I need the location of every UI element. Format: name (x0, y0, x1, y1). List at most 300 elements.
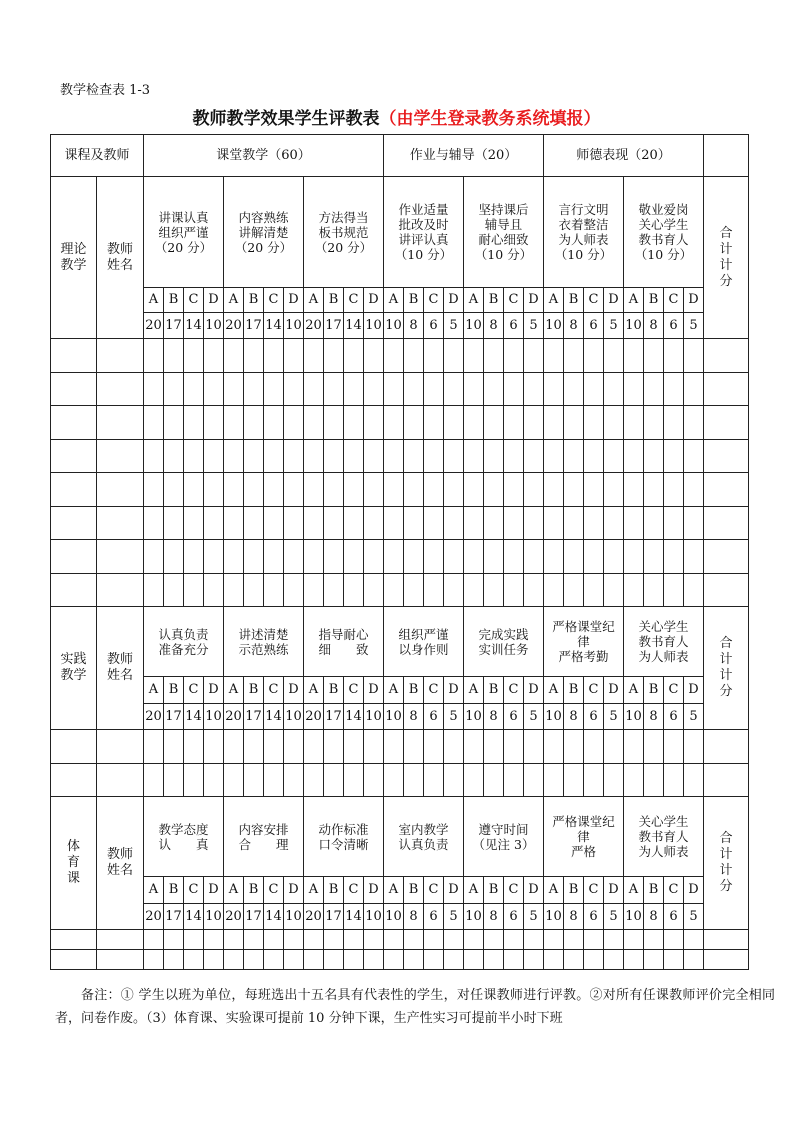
entry-cell[interactable] (164, 372, 184, 406)
entry-cell[interactable] (704, 339, 749, 373)
entry-cell[interactable] (344, 573, 364, 607)
entry-cell[interactable] (524, 372, 544, 406)
entry-cell[interactable] (564, 406, 584, 440)
entry-cell[interactable] (664, 406, 684, 440)
entry-cell[interactable] (424, 506, 444, 540)
entry-cell[interactable] (324, 950, 344, 970)
entry-cell[interactable] (324, 406, 344, 440)
entry-cell[interactable] (224, 406, 244, 440)
entry-cell[interactable] (664, 763, 684, 797)
entry-cell[interactable] (164, 339, 184, 373)
entry-cell[interactable] (464, 506, 484, 540)
entry-cell[interactable] (264, 573, 284, 607)
entry-cell[interactable] (644, 473, 664, 507)
entry-cell[interactable] (644, 573, 664, 607)
entry-cell[interactable] (324, 372, 344, 406)
entry-cell[interactable] (644, 930, 664, 950)
entry-cell[interactable] (664, 439, 684, 473)
entry-cell[interactable] (424, 573, 444, 607)
entry-cell[interactable] (564, 730, 584, 764)
entry-cell[interactable] (304, 406, 324, 440)
entry-cell[interactable] (564, 473, 584, 507)
entry-cell[interactable] (184, 763, 204, 797)
entry-cell[interactable] (304, 930, 324, 950)
entry-cell[interactable] (484, 439, 504, 473)
entry-cell[interactable] (544, 439, 564, 473)
entry-cell[interactable] (51, 339, 97, 373)
entry-cell[interactable] (484, 573, 504, 607)
entry-cell[interactable] (564, 439, 584, 473)
entry-cell[interactable] (204, 439, 224, 473)
entry-cell[interactable] (604, 372, 624, 406)
entry-cell[interactable] (97, 763, 144, 797)
entry-cell[interactable] (484, 406, 504, 440)
entry-cell[interactable] (51, 950, 97, 970)
entry-cell[interactable] (504, 339, 524, 373)
entry-cell[interactable] (504, 730, 524, 764)
entry-cell[interactable] (284, 406, 304, 440)
entry-cell[interactable] (604, 339, 624, 373)
entry-cell[interactable] (144, 573, 164, 607)
entry-cell[interactable] (684, 540, 704, 574)
entry-cell[interactable] (464, 540, 484, 574)
entry-cell[interactable] (404, 506, 424, 540)
entry-cell[interactable] (704, 730, 749, 764)
entry-cell[interactable] (404, 473, 424, 507)
entry-cell[interactable] (584, 930, 604, 950)
entry-cell[interactable] (664, 930, 684, 950)
entry-cell[interactable] (704, 763, 749, 797)
entry-cell[interactable] (304, 506, 324, 540)
entry-cell[interactable] (164, 950, 184, 970)
entry-cell[interactable] (224, 930, 244, 950)
entry-cell[interactable] (644, 950, 664, 970)
entry-cell[interactable] (344, 540, 364, 574)
entry-cell[interactable] (204, 339, 224, 373)
entry-cell[interactable] (164, 730, 184, 764)
entry-cell[interactable] (304, 540, 324, 574)
entry-cell[interactable] (424, 372, 444, 406)
entry-cell[interactable] (444, 573, 464, 607)
entry-cell[interactable] (304, 439, 324, 473)
entry-cell[interactable] (204, 473, 224, 507)
entry-cell[interactable] (284, 573, 304, 607)
entry-cell[interactable] (644, 372, 664, 406)
entry-cell[interactable] (564, 339, 584, 373)
entry-cell[interactable] (704, 540, 749, 574)
entry-cell[interactable] (524, 573, 544, 607)
entry-cell[interactable] (524, 930, 544, 950)
entry-cell[interactable] (97, 950, 144, 970)
entry-cell[interactable] (504, 473, 524, 507)
entry-cell[interactable] (384, 339, 404, 373)
entry-cell[interactable] (544, 406, 564, 440)
entry-cell[interactable] (484, 506, 504, 540)
entry-cell[interactable] (444, 406, 464, 440)
entry-cell[interactable] (604, 540, 624, 574)
entry-cell[interactable] (484, 950, 504, 970)
entry-cell[interactable] (344, 439, 364, 473)
entry-cell[interactable] (684, 930, 704, 950)
entry-cell[interactable] (624, 930, 644, 950)
entry-cell[interactable] (524, 439, 544, 473)
entry-cell[interactable] (224, 763, 244, 797)
entry-cell[interactable] (584, 540, 604, 574)
entry-cell[interactable] (504, 506, 524, 540)
entry-cell[interactable] (284, 540, 304, 574)
entry-cell[interactable] (604, 930, 624, 950)
entry-cell[interactable] (604, 473, 624, 507)
entry-cell[interactable] (224, 372, 244, 406)
entry-cell[interactable] (464, 763, 484, 797)
entry-cell[interactable] (624, 339, 644, 373)
entry-cell[interactable] (264, 950, 284, 970)
entry-cell[interactable] (584, 506, 604, 540)
entry-cell[interactable] (164, 473, 184, 507)
entry-cell[interactable] (524, 506, 544, 540)
entry-cell[interactable] (704, 950, 749, 970)
entry-cell[interactable] (444, 339, 464, 373)
entry-cell[interactable] (324, 339, 344, 373)
entry-cell[interactable] (544, 339, 564, 373)
entry-cell[interactable] (264, 763, 284, 797)
entry-cell[interactable] (384, 540, 404, 574)
entry-cell[interactable] (244, 372, 264, 406)
entry-cell[interactable] (444, 540, 464, 574)
entry-cell[interactable] (624, 950, 644, 970)
entry-cell[interactable] (144, 730, 164, 764)
entry-cell[interactable] (484, 730, 504, 764)
entry-cell[interactable] (204, 506, 224, 540)
entry-cell[interactable] (564, 930, 584, 950)
entry-cell[interactable] (97, 372, 144, 406)
entry-cell[interactable] (684, 372, 704, 406)
entry-cell[interactable] (544, 573, 564, 607)
entry-cell[interactable] (464, 439, 484, 473)
entry-cell[interactable] (51, 439, 97, 473)
entry-cell[interactable] (204, 573, 224, 607)
entry-cell[interactable] (184, 339, 204, 373)
entry-cell[interactable] (364, 573, 384, 607)
entry-cell[interactable] (504, 950, 524, 970)
entry-cell[interactable] (51, 730, 97, 764)
entry-cell[interactable] (464, 950, 484, 970)
entry-cell[interactable] (504, 573, 524, 607)
entry-cell[interactable] (224, 730, 244, 764)
entry-cell[interactable] (624, 439, 644, 473)
entry-cell[interactable] (244, 406, 264, 440)
entry-cell[interactable] (264, 730, 284, 764)
entry-cell[interactable] (264, 439, 284, 473)
entry-cell[interactable] (484, 930, 504, 950)
entry-cell[interactable] (184, 573, 204, 607)
entry-cell[interactable] (504, 540, 524, 574)
entry-cell[interactable] (544, 730, 564, 764)
entry-cell[interactable] (444, 930, 464, 950)
entry-cell[interactable] (424, 339, 444, 373)
entry-cell[interactable] (584, 730, 604, 764)
entry-cell[interactable] (464, 930, 484, 950)
entry-cell[interactable] (384, 473, 404, 507)
entry-cell[interactable] (324, 473, 344, 507)
entry-cell[interactable] (184, 406, 204, 440)
entry-cell[interactable] (344, 950, 364, 970)
entry-cell[interactable] (97, 506, 144, 540)
entry-cell[interactable] (524, 540, 544, 574)
entry-cell[interactable] (444, 372, 464, 406)
entry-cell[interactable] (604, 730, 624, 764)
entry-cell[interactable] (344, 763, 364, 797)
entry-cell[interactable] (224, 950, 244, 970)
entry-cell[interactable] (544, 763, 564, 797)
entry-cell[interactable] (51, 930, 97, 950)
entry-cell[interactable] (184, 473, 204, 507)
entry-cell[interactable] (624, 730, 644, 764)
entry-cell[interactable] (384, 439, 404, 473)
entry-cell[interactable] (644, 339, 664, 373)
entry-cell[interactable] (184, 540, 204, 574)
entry-cell[interactable] (704, 506, 749, 540)
entry-cell[interactable] (204, 406, 224, 440)
entry-cell[interactable] (204, 930, 224, 950)
entry-cell[interactable] (604, 406, 624, 440)
entry-cell[interactable] (664, 730, 684, 764)
entry-cell[interactable] (424, 540, 444, 574)
entry-cell[interactable] (504, 406, 524, 440)
entry-cell[interactable] (284, 439, 304, 473)
entry-cell[interactable] (97, 339, 144, 373)
entry-cell[interactable] (704, 573, 749, 607)
entry-cell[interactable] (404, 763, 424, 797)
entry-cell[interactable] (284, 730, 304, 764)
entry-cell[interactable] (424, 763, 444, 797)
entry-cell[interactable] (144, 950, 164, 970)
entry-cell[interactable] (664, 372, 684, 406)
entry-cell[interactable] (264, 506, 284, 540)
entry-cell[interactable] (404, 372, 424, 406)
entry-cell[interactable] (504, 930, 524, 950)
entry-cell[interactable] (624, 763, 644, 797)
entry-cell[interactable] (224, 540, 244, 574)
entry-cell[interactable] (51, 372, 97, 406)
entry-cell[interactable] (584, 950, 604, 970)
entry-cell[interactable] (664, 540, 684, 574)
entry-cell[interactable] (164, 540, 184, 574)
entry-cell[interactable] (184, 730, 204, 764)
entry-cell[interactable] (624, 540, 644, 574)
entry-cell[interactable] (524, 730, 544, 764)
entry-cell[interactable] (464, 573, 484, 607)
entry-cell[interactable] (604, 573, 624, 607)
entry-cell[interactable] (464, 730, 484, 764)
entry-cell[interactable] (97, 730, 144, 764)
entry-cell[interactable] (624, 372, 644, 406)
entry-cell[interactable] (644, 730, 664, 764)
entry-cell[interactable] (304, 763, 324, 797)
entry-cell[interactable] (664, 506, 684, 540)
entry-cell[interactable] (384, 950, 404, 970)
entry-cell[interactable] (444, 506, 464, 540)
entry-cell[interactable] (624, 506, 644, 540)
entry-cell[interactable] (284, 339, 304, 373)
entry-cell[interactable] (344, 930, 364, 950)
entry-cell[interactable] (564, 573, 584, 607)
entry-cell[interactable] (244, 763, 264, 797)
entry-cell[interactable] (404, 339, 424, 373)
entry-cell[interactable] (384, 406, 404, 440)
entry-cell[interactable] (164, 439, 184, 473)
entry-cell[interactable] (384, 930, 404, 950)
entry-cell[interactable] (544, 506, 564, 540)
entry-cell[interactable] (244, 950, 264, 970)
entry-cell[interactable] (424, 930, 444, 950)
entry-cell[interactable] (264, 339, 284, 373)
entry-cell[interactable] (244, 573, 264, 607)
entry-cell[interactable] (664, 573, 684, 607)
entry-cell[interactable] (444, 763, 464, 797)
entry-cell[interactable] (244, 930, 264, 950)
entry-cell[interactable] (184, 930, 204, 950)
entry-cell[interactable] (244, 540, 264, 574)
entry-cell[interactable] (544, 930, 564, 950)
entry-cell[interactable] (404, 406, 424, 440)
entry-cell[interactable] (584, 439, 604, 473)
entry-cell[interactable] (524, 763, 544, 797)
entry-cell[interactable] (284, 506, 304, 540)
entry-cell[interactable] (604, 506, 624, 540)
entry-cell[interactable] (504, 372, 524, 406)
entry-cell[interactable] (464, 339, 484, 373)
entry-cell[interactable] (484, 372, 504, 406)
entry-cell[interactable] (284, 930, 304, 950)
entry-cell[interactable] (524, 406, 544, 440)
entry-cell[interactable] (604, 950, 624, 970)
entry-cell[interactable] (424, 950, 444, 970)
entry-cell[interactable] (144, 473, 164, 507)
entry-cell[interactable] (444, 439, 464, 473)
entry-cell[interactable] (51, 473, 97, 507)
entry-cell[interactable] (144, 372, 164, 406)
entry-cell[interactable] (544, 950, 564, 970)
entry-cell[interactable] (464, 372, 484, 406)
entry-cell[interactable] (704, 406, 749, 440)
entry-cell[interactable] (644, 540, 664, 574)
entry-cell[interactable] (624, 573, 644, 607)
entry-cell[interactable] (284, 950, 304, 970)
entry-cell[interactable] (344, 473, 364, 507)
entry-cell[interactable] (304, 473, 324, 507)
entry-cell[interactable] (204, 763, 224, 797)
entry-cell[interactable] (204, 730, 224, 764)
entry-cell[interactable] (704, 930, 749, 950)
entry-cell[interactable] (144, 439, 164, 473)
entry-cell[interactable] (384, 372, 404, 406)
entry-cell[interactable] (144, 540, 164, 574)
entry-cell[interactable] (97, 540, 144, 574)
entry-cell[interactable] (264, 406, 284, 440)
entry-cell[interactable] (304, 573, 324, 607)
entry-cell[interactable] (164, 930, 184, 950)
entry-cell[interactable] (524, 950, 544, 970)
entry-cell[interactable] (544, 473, 564, 507)
entry-cell[interactable] (704, 473, 749, 507)
entry-cell[interactable] (404, 439, 424, 473)
entry-cell[interactable] (444, 950, 464, 970)
entry-cell[interactable] (644, 439, 664, 473)
entry-cell[interactable] (264, 540, 284, 574)
entry-cell[interactable] (684, 573, 704, 607)
entry-cell[interactable] (544, 540, 564, 574)
entry-cell[interactable] (364, 506, 384, 540)
entry-cell[interactable] (244, 339, 264, 373)
entry-cell[interactable] (204, 540, 224, 574)
entry-cell[interactable] (684, 406, 704, 440)
entry-cell[interactable] (484, 339, 504, 373)
entry-cell[interactable] (384, 506, 404, 540)
entry-cell[interactable] (564, 540, 584, 574)
entry-cell[interactable] (304, 730, 324, 764)
entry-cell[interactable] (704, 372, 749, 406)
entry-cell[interactable] (584, 372, 604, 406)
entry-cell[interactable] (51, 540, 97, 574)
entry-cell[interactable] (524, 339, 544, 373)
entry-cell[interactable] (404, 930, 424, 950)
entry-cell[interactable] (344, 506, 364, 540)
entry-cell[interactable] (264, 372, 284, 406)
entry-cell[interactable] (684, 439, 704, 473)
entry-cell[interactable] (664, 339, 684, 373)
entry-cell[interactable] (544, 372, 564, 406)
entry-cell[interactable] (364, 540, 384, 574)
entry-cell[interactable] (404, 730, 424, 764)
entry-cell[interactable] (404, 540, 424, 574)
entry-cell[interactable] (644, 763, 664, 797)
entry-cell[interactable] (324, 439, 344, 473)
entry-cell[interactable] (264, 473, 284, 507)
entry-cell[interactable] (51, 763, 97, 797)
entry-cell[interactable] (424, 473, 444, 507)
entry-cell[interactable] (584, 573, 604, 607)
entry-cell[interactable] (364, 439, 384, 473)
entry-cell[interactable] (224, 339, 244, 373)
entry-cell[interactable] (364, 339, 384, 373)
entry-cell[interactable] (564, 372, 584, 406)
entry-cell[interactable] (144, 930, 164, 950)
entry-cell[interactable] (344, 730, 364, 764)
entry-cell[interactable] (344, 339, 364, 373)
entry-cell[interactable] (584, 763, 604, 797)
entry-cell[interactable] (164, 506, 184, 540)
entry-cell[interactable] (164, 573, 184, 607)
entry-cell[interactable] (324, 730, 344, 764)
entry-cell[interactable] (224, 573, 244, 607)
entry-cell[interactable] (384, 573, 404, 607)
entry-cell[interactable] (364, 950, 384, 970)
entry-cell[interactable] (464, 406, 484, 440)
entry-cell[interactable] (51, 573, 97, 607)
entry-cell[interactable] (684, 506, 704, 540)
entry-cell[interactable] (684, 730, 704, 764)
entry-cell[interactable] (184, 950, 204, 970)
entry-cell[interactable] (224, 506, 244, 540)
entry-cell[interactable] (364, 473, 384, 507)
entry-cell[interactable] (244, 439, 264, 473)
entry-cell[interactable] (504, 763, 524, 797)
entry-cell[interactable] (304, 339, 324, 373)
entry-cell[interactable] (284, 763, 304, 797)
entry-cell[interactable] (97, 930, 144, 950)
entry-cell[interactable] (364, 406, 384, 440)
